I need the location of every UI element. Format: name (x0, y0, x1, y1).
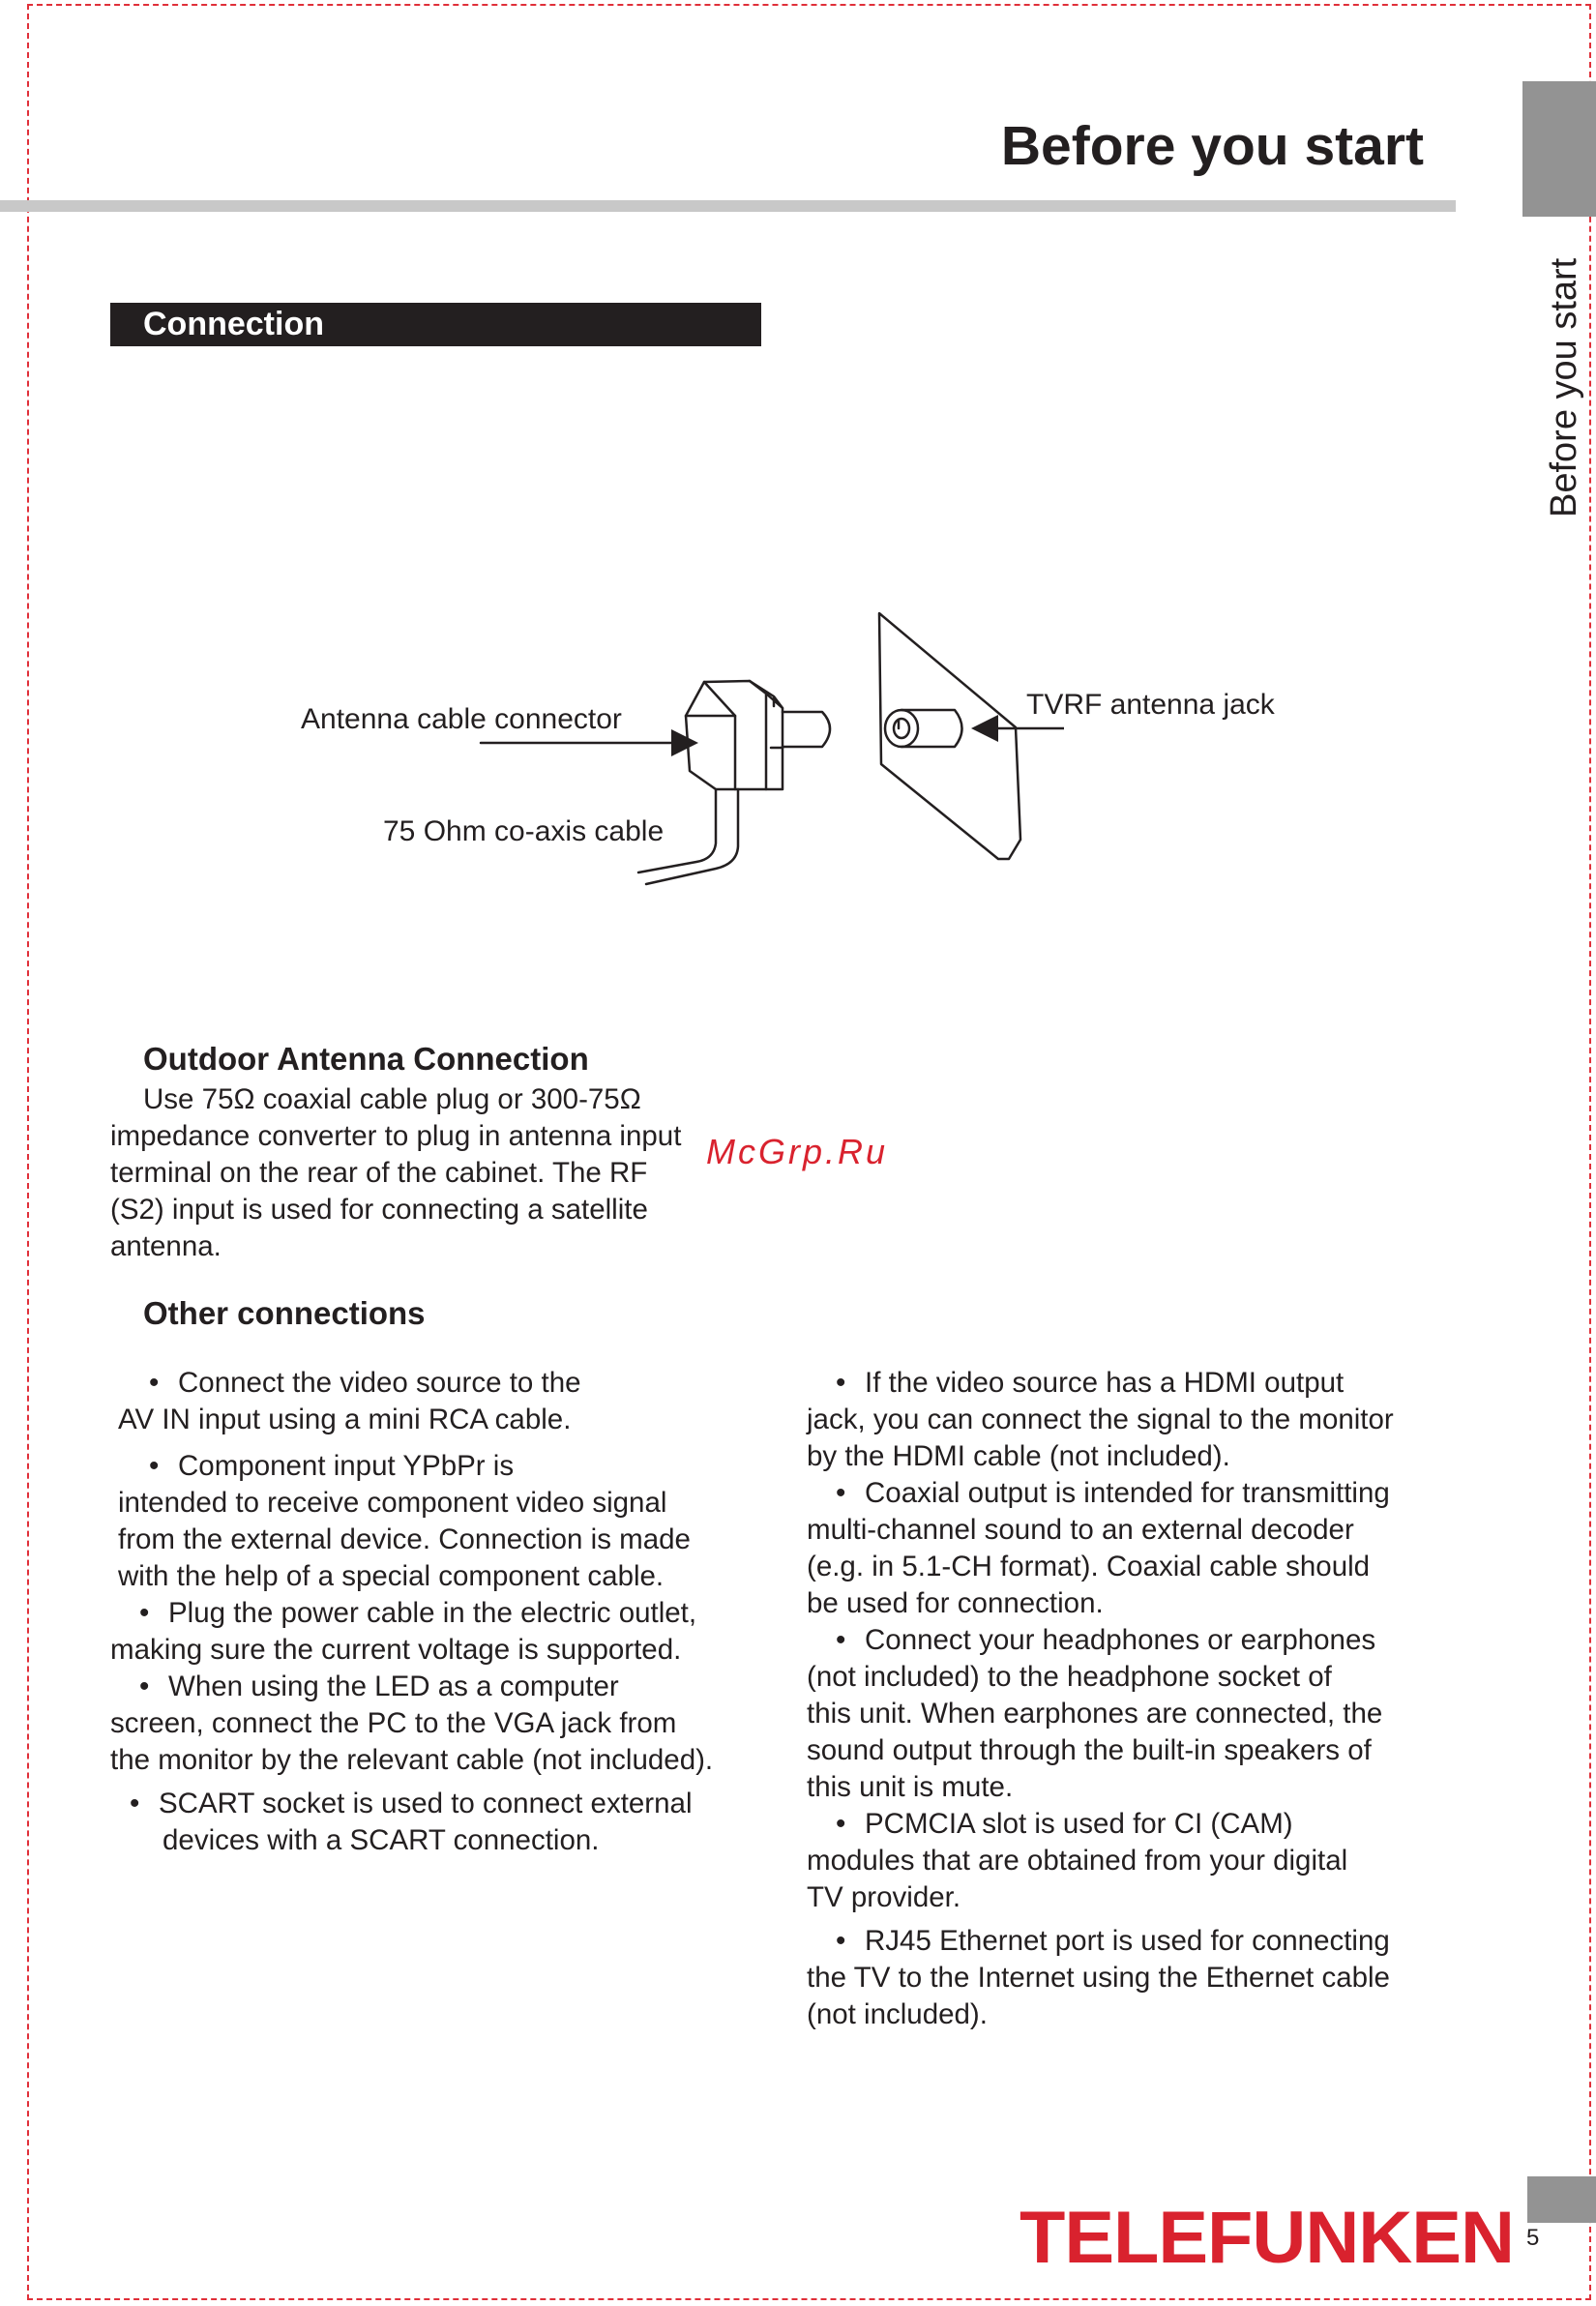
jack-arrow-icon (971, 715, 998, 742)
other-connections-right-column (807, 1365, 1394, 2033)
watermark: McGrp.Ru (706, 1132, 889, 1171)
bullet-icon: • (836, 1477, 846, 1509)
list-item: • Connect your headphones or earphones (not included) to the headphone socket of this unit. When earphones are connected, the sound output through the built-in speakers of this unit is mute. (807, 1624, 1383, 1803)
bullet-icon: • (836, 1925, 846, 1957)
outdoor-antenna-heading: Outdoor Antenna Connection (143, 1041, 589, 1077)
side-tab-marker (1522, 81, 1596, 217)
bullet-icon: • (149, 1450, 160, 1482)
outdoor-line: Use 75Ω coaxial cable plug or 300-75Ω (143, 1083, 641, 1115)
antenna-plug (686, 681, 766, 789)
list-item: • When using the LED as a computer screen, connect the PC to the VGA jack from the monitor by the relevant cable (not included). (110, 1670, 714, 1776)
page-title: Before you start (1000, 115, 1424, 177)
list-item: • Connect the video source to the AV IN input using a mini RCA cable. (118, 1367, 581, 1435)
bullet-icon: • (130, 1788, 140, 1819)
side-tab-label: Before you start (1544, 257, 1584, 517)
page-number: 5 (1526, 2225, 1540, 2251)
list-item: • Coaxial output is intended for transmitting multi-channel sound to an external decoder (e.g. in 5.1-CH format). Coaxial cable should be used for connection. (807, 1477, 1390, 1619)
label-coax-cable: 75 Ohm co-axis cable (383, 815, 665, 847)
label-antenna-cable-connector: Antenna cable connector (301, 703, 622, 735)
bullet-icon: • (149, 1367, 160, 1399)
antenna-connection-diagram (290, 600, 1064, 909)
bullet-icon: • (139, 1670, 150, 1702)
page-number-marker (1527, 2176, 1596, 2223)
list-item: • Plug the power cable in the electric outlet, making sure the current voltage is supported. (110, 1597, 697, 1666)
list-item: • RJ45 Ethernet port is used for connecting the TV to the Internet using the Ethernet cable (not included). (807, 1925, 1390, 2030)
list-item: • SCART socket is used to connect external devices with a SCART connection. (130, 1788, 693, 1856)
bullet-icon: • (836, 1624, 846, 1656)
bullet-icon: • (139, 1597, 150, 1629)
outdoor-line: impedance converter to plug in antenna input (110, 1120, 682, 1152)
label-tvrf-antenna-jack: TVRF antenna jack (1026, 689, 1275, 721)
telefunken-logo: TELEFUNKEN (1020, 2197, 1514, 2279)
outdoor-line: (S2) input is used for connecting a satellite (110, 1194, 648, 1226)
connector-arrow-icon (671, 729, 698, 756)
list-item: • If the video source has a HDMI output jack, you can connect the signal to the monitor by the HDMI cable (not included). (807, 1367, 1394, 1472)
outdoor-line: antenna. (110, 1230, 222, 1262)
list-item: • Component input YPbPr is intended to receive component video signal from the external device. Connection is made with the help of a special component cable. (118, 1450, 691, 1592)
tv-rear-panel (879, 613, 1020, 859)
bullet-icon: • (836, 1367, 846, 1399)
outdoor-antenna-text (110, 1081, 681, 1265)
rf-jack-socket (885, 710, 918, 747)
section-header-bar (110, 303, 761, 346)
other-connections-heading: Other connections (143, 1295, 426, 1331)
bullet-icon: • (836, 1808, 846, 1840)
outdoor-line: terminal on the rear of the cabinet. The RF (110, 1157, 648, 1189)
section-title: Connection (143, 306, 324, 342)
header-divider (0, 200, 1456, 212)
list-item: • PCMCIA slot is used for CI (CAM) modules that are obtained from your digital TV provider. (807, 1808, 1348, 1913)
other-connections-left-column (110, 1365, 713, 1859)
